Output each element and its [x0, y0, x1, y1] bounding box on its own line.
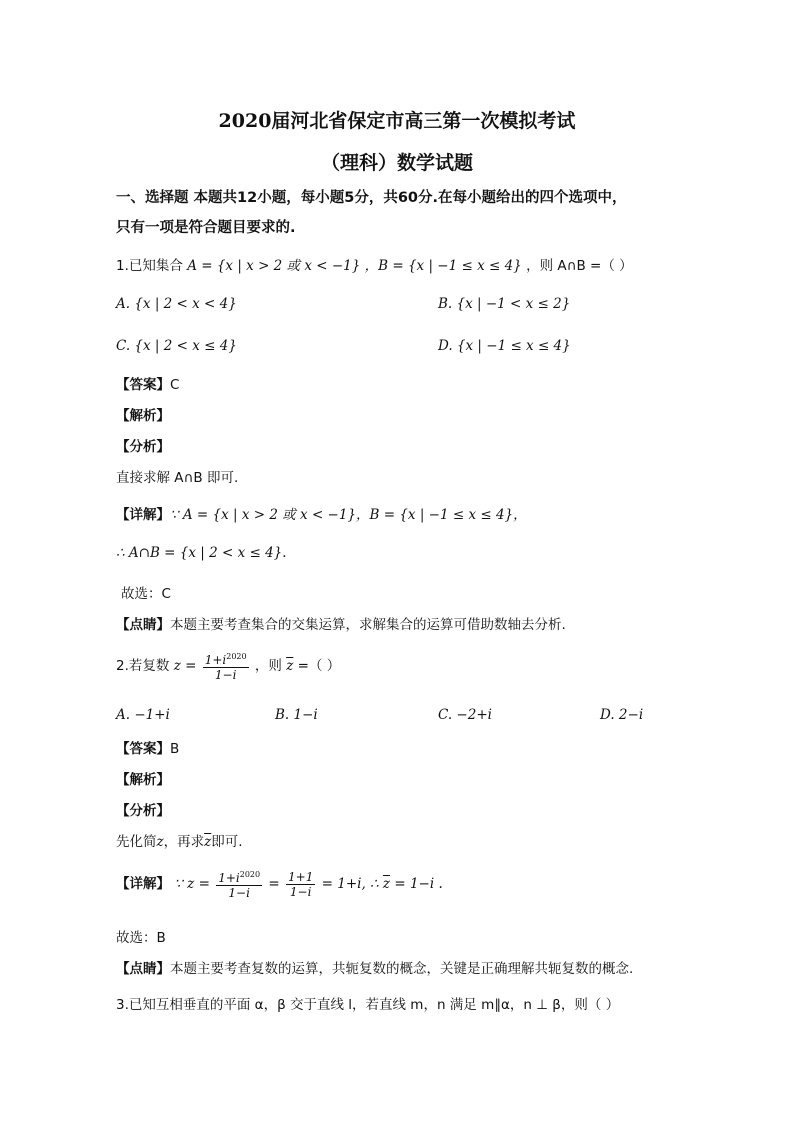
q2-fenxi-label: 【分析】	[116, 803, 170, 819]
q2-xj-pre: ∵ z =	[174, 876, 210, 892]
q2-answer-value: B	[170, 741, 180, 757]
q1-jiexi-label: 【解析】	[116, 408, 170, 424]
q1-set-a: A = {x | x > 2 或 x < −1}	[187, 258, 361, 274]
q1-dianjing-label: 【点睛】	[116, 617, 170, 633]
section-heading-line2: 只有一项是符合题目要求的.	[116, 220, 296, 236]
q2-fenxi-c: 即可.	[211, 834, 243, 850]
q1-dianjing	[116, 613, 566, 633]
q1-fenxi-label: 【分析】	[116, 439, 170, 455]
q2-answer-label: 【答案】	[116, 741, 170, 757]
q2-stem-c: =（ ）	[297, 658, 341, 674]
q2-xj-zbar: $\overline{z}$	[382, 876, 391, 892]
q1-dianjing-text: 本题主要考查集合的交集运算，求解集合的运算可借助数轴去分析.	[170, 617, 566, 633]
q2-fenxi-zbar: $\overline{z}$	[204, 834, 212, 850]
q1-xiangjie-line1: ∵ A = {x | x > 2 或 x < −1}，B = {x | −1 ≤ x ≤ 4}，	[170, 507, 527, 523]
page-subtitle: （理科）数学试题	[320, 152, 473, 174]
q2-option-a: A. −1+i	[116, 707, 170, 723]
section-heading-line1: 一、选择题 本题共12小题，每小题5分，共60分.在每小题给出的四个选项中，	[116, 190, 627, 206]
q1-option-a: A. {x | 2 < x < 4}	[116, 296, 237, 312]
q2-xj-end: = 1−i .	[394, 876, 443, 892]
q2-option-b: B. 1−i	[275, 707, 318, 723]
q2-xj-fraction2	[286, 870, 315, 899]
q2-frac-num: 1+i	[204, 653, 227, 667]
q1-fenxi-text: 直接求解 A∩B 即可.	[116, 470, 239, 486]
q1-option-c: C. {x | 2 < x ≤ 4}	[116, 338, 237, 354]
q1-set-b: ，B = {x | −1 ≤ x ≤ 4}	[364, 258, 522, 274]
q2-xj-frac1-sup: 2020	[239, 870, 261, 879]
q1-answer-label: 【答案】	[116, 377, 170, 393]
q2-xj-frac1-den: 1−i	[228, 886, 250, 900]
question-1-stem	[116, 254, 633, 274]
q2-xj-frac2-num: 1+1	[288, 869, 314, 884]
q1-xiangjie	[116, 503, 527, 523]
q2-dianjing	[116, 957, 633, 977]
q1-guxuan: 故选：C	[121, 586, 171, 602]
q2-frac-num-sup: 2020	[226, 652, 247, 661]
q2-z: z =	[173, 658, 197, 674]
q2-fenxi-a: 先化简	[116, 834, 157, 850]
q2-fenxi-z: z	[156, 834, 164, 850]
q1-answer	[116, 373, 179, 393]
q2-dianjing-text: 本题主要考查复数的运算，共轭复数的概念，关键是正确理解共轭复数的概念.	[170, 961, 634, 977]
q2-zbar: $\overline{z}$	[286, 658, 294, 674]
q2-stem-a: 2.若复数	[116, 658, 170, 674]
q2-frac-den: 1−i	[214, 668, 237, 682]
q2-xiangjie-label: 【详解】	[116, 876, 170, 892]
q2-xiangjie: 【详解】 ∵ z = $\frac{1+i^{2020}}{1-i}$ = $\frac{1+1}{1-i}$ = 1+i, ∴ $\overline{z} = 1-i$ .	[116, 869, 443, 900]
q2-fenxi-b: ，再求	[163, 834, 205, 850]
q1-xiangjie-line2: ∴ A∩B = {x | 2 < x ≤ 4}.	[116, 545, 287, 561]
q1-xiangjie-label: 【详解】	[116, 507, 170, 523]
q2-option-d: D. 2−i	[600, 707, 644, 723]
q2-option-c: C. −2+i	[438, 707, 492, 723]
q2-xj-frac1-num: 1+i	[218, 871, 240, 885]
question-2-stem	[116, 650, 340, 682]
q1-stem-b: ，则 A∩B =（ ）	[526, 258, 633, 274]
page-title: 2020届河北省保定市高三第一次模拟考试	[218, 110, 576, 132]
question-3-stem: 3.已知互相垂直的平面 α，β 交于直线 l，若直线 m，n 满足 m∥α，n ⊥ β，则（ ）	[116, 997, 620, 1013]
q2-xj-fraction1	[216, 868, 262, 900]
q2-xj-post: = 1+i, ∴	[321, 876, 379, 892]
q2-xj-frac2-den: 1−i	[289, 884, 312, 899]
q2-fenxi-text	[116, 830, 243, 850]
q1-stem-a: 1.已知集合	[116, 258, 183, 274]
q2-stem-b: ，则	[254, 658, 282, 674]
q1-answer-value: C	[170, 377, 180, 393]
q1-option-d: D. {x | −1 ≤ x ≤ 4}	[438, 338, 571, 354]
q2-jiexi-label: 【解析】	[116, 772, 170, 788]
q2-fraction	[203, 650, 249, 682]
q2-guxuan: 故选：B	[116, 930, 166, 946]
q1-option-b: B. {x | −1 < x ≤ 2}	[438, 296, 571, 312]
q2-answer	[116, 737, 179, 757]
q2-dianjing-label: 【点睛】	[116, 961, 170, 977]
